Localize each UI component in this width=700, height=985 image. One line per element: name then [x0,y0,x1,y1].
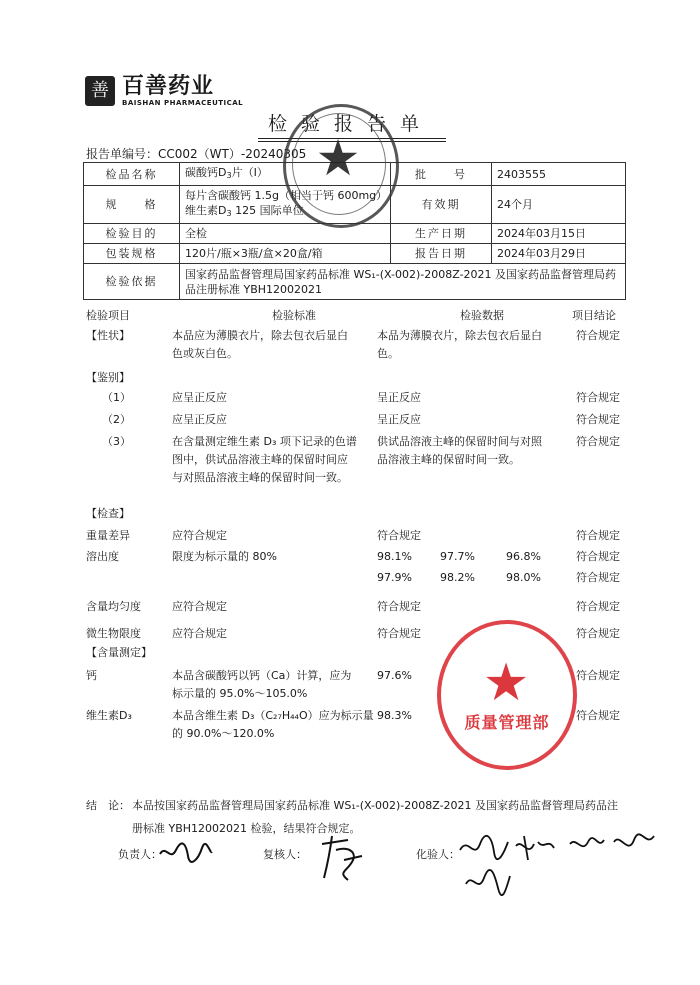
rc-value-5: 98.2% [440,571,475,584]
jb3-standard-2: 图中，供试品溶液主峰的保留时间应 [172,453,348,466]
product-value: 碳酸钙$D_3$片（Ⅰ） [180,163,391,186]
vd-standard-1: 本品含维生素 D₃（C₂₇H₄₄O）应为标示量 [172,709,374,722]
tester-label: 化验人： [416,848,460,861]
tester-signatures [458,832,658,906]
rc-standard: 限度为标示量的 80% [172,550,277,563]
jb3-standard-1: 在含量测定维生素 D₃ 项下记录的色谱 [172,435,357,448]
jb1-data: 呈正反应 [377,391,421,404]
batch-value: 2403555 [492,163,626,186]
vd-standard-2: 的 90.0%～120.0% [172,727,275,740]
purpose-value: 全检 [180,224,391,244]
hl-item: 含量均匀度 [86,600,141,613]
page-title: 检验报告单 [267,113,433,135]
star-icon: ★ [315,129,361,187]
jb3-data-2: 品溶液主峰的保留时间一致。 [377,453,520,466]
ws-standard: 应符合规定 [172,627,227,640]
zl-conclusion: 符合规定 [576,529,620,542]
brand-name: 百善药业 [122,74,215,99]
jb2-standard: 应呈正反应 [172,413,227,426]
zl-data: 符合规定 [377,529,421,542]
rc-item: 溶出度 [86,550,119,563]
xz-conclusion: 符合规定 [576,329,620,342]
ca-data: 97.6% [377,669,412,682]
package-label: 包装规格 [84,244,180,264]
zl-item: 重量差异 [86,529,130,542]
rc-value-6: 98.0% [506,571,541,584]
prod-date-value: 2024年03月15日 [492,224,626,244]
ws-conclusion: 符合规定 [576,627,620,640]
section-hanliang: 【含量测定】 [86,646,152,659]
xz-data-2: 色。 [377,347,399,360]
jb1-conclusion: 符合规定 [576,391,620,404]
rc-value-4: 97.9% [377,571,412,584]
hl-standard: 应符合规定 [172,600,227,613]
section-jianbie: 【鉴别】 [86,371,130,384]
validity-value: 24个月 [492,186,626,224]
col-conclusion: 项目结论 [572,309,616,322]
section-xingzhuang: 【性状】 [86,329,130,342]
ws-data: 符合规定 [377,627,421,640]
purpose-label: 检验目的 [84,224,180,244]
zl-standard: 应符合规定 [172,529,227,542]
hl-conclusion: 符合规定 [576,600,620,613]
spec-label: 规 格 [84,186,180,224]
reviewer-label: 复核人： [263,848,307,861]
xz-data-1: 本品为薄膜衣片，除去包衣后显白 [377,329,542,342]
rc-value-1: 98.1% [377,550,412,563]
logo-glyph: 善 [91,80,109,101]
leader-label: 负责人： [118,848,162,861]
vd-conclusion: 符合规定 [576,709,620,722]
vd-data: 98.3% [377,709,412,722]
reviewer-signature [318,832,366,888]
ca-conclusion: 符合规定 [576,669,620,682]
package-value: 120片/瓶×3瓶/盒×20盒/箱 [180,244,391,264]
ca-standard-2: 标示量的 95.0%～105.0% [172,687,308,700]
conclusion-line-1: 本品按国家药品监督管理局国家药品标准 WS₁-(X-002)-2008Z-2021 及国家药品监督管理局药品注 [132,799,619,812]
jb2-no: （2） [102,413,131,426]
jb3-standard-3: 与对照品溶液主峰的保留时间一致。 [172,471,348,484]
spec-value: 每片含碳酸钙 1.5g（相当于钙 600mg） 维生素$D_3$ 125 国际单位 [180,186,391,224]
conclusion-line-2: 册标准 YBH12002021 检验，结果符合规定。 [132,822,361,835]
section-jiancha: 【检查】 [86,507,130,520]
ca-standard-1: 本品含碳酸钙以钙（Ca）计算，应为 [172,669,352,682]
basis-value: 国家药品监督管理局国家药品标准 WS₁-(X-002)-2008Z-2021 及国家药品监督管理局药 品注册标准 YBH12002021 [180,264,626,300]
brand-name-en: BAISHAN PHARMACEUTICAL [122,99,244,107]
jb2-data: 呈正反应 [377,413,421,426]
col-data: 检验数据 [460,309,504,322]
report-date-label: 报告日期 [391,244,492,264]
col-item: 检验项目 [86,309,130,322]
jb3-data-1: 供试品溶液主峰的保留时间与对照 [377,435,542,448]
product-label: 检品名称 [84,163,180,186]
rc-value-2: 97.7% [440,550,475,563]
leader-signature [158,840,214,868]
report-number: 报告单编号：CC002（WT）-20240305 [86,147,307,161]
jb1-standard: 应呈正反应 [172,391,227,404]
validity-label: 有效期 [391,186,492,224]
xz-standard-1: 本品应为薄膜衣片，除去包衣后显白 [172,329,348,342]
jb3-no: （3） [102,435,131,448]
jb2-conclusion: 符合规定 [576,413,620,426]
ws-item: 微生物限度 [86,627,141,640]
rc-conclusion-1: 符合规定 [576,550,620,563]
rc-value-3: 96.8% [506,550,541,563]
rc-conclusion-2: 符合规定 [576,571,620,584]
xz-standard-2: 色或灰白色。 [172,347,238,360]
conclusion-label: 结 论： [86,799,130,812]
red-star-icon: ★ [482,653,530,713]
basis-label: 检验依据 [84,264,180,300]
report-date-value: 2024年03月29日 [492,244,626,264]
company-seal-text: 质量管理部 [464,713,550,732]
ca-item: 钙 [86,669,97,682]
jb1-no: （1） [102,391,131,404]
hl-data: 符合规定 [377,600,421,613]
jb3-conclusion: 符合规定 [576,435,620,448]
vd-item: 维生素D₃ [86,709,132,722]
prod-date-label: 生产日期 [391,224,492,244]
brand-logo [85,76,115,106]
batch-label: 批 号 [391,163,492,186]
col-standard: 检验标准 [272,309,316,322]
